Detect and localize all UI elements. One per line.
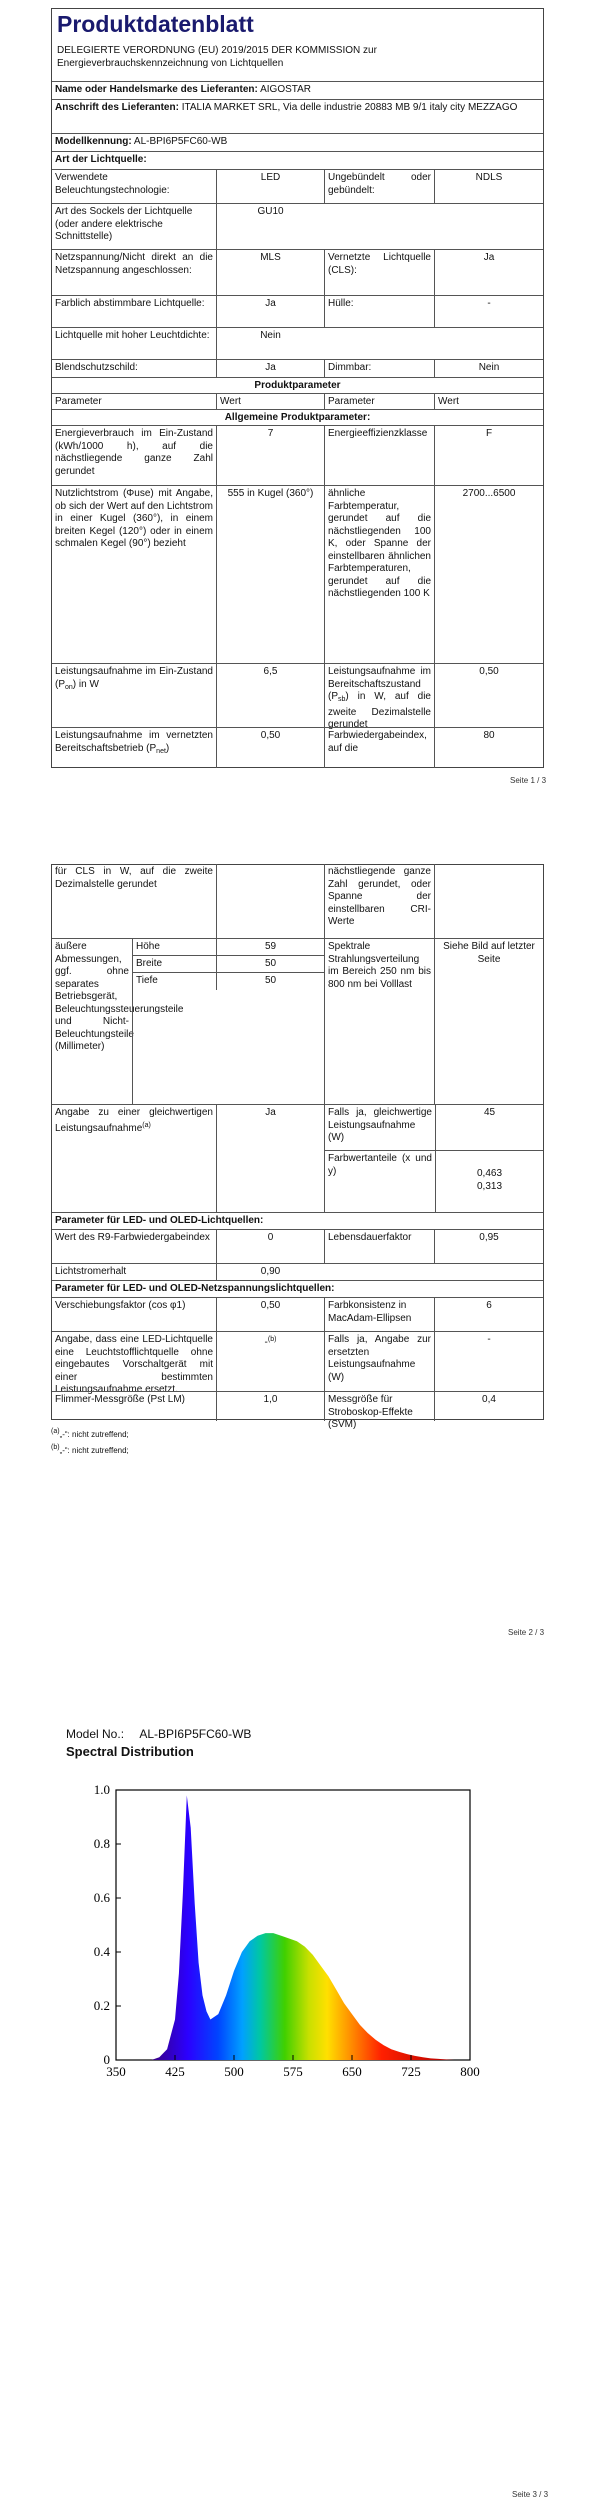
r9-row: Wert des R9-Farbwiedergabeindex 0 Lebensdauerfaktor 0,95	[52, 1229, 543, 1263]
datasheet-table-page2	[51, 864, 544, 1430]
page-number: Seite 1 / 3	[510, 776, 547, 785]
param-row: Leistungsaufnahme im Ein-Zustand $(P_{on})$ in W 6,5 Leistungsaufnahme im Bereitschaftszustand $(P_{sb})$ in W, auf die zweite Dezimalstelle gerundet 0,50	[52, 663, 543, 727]
param-row: Nutzlichtstrom (Φuse) mit Angabe, ob sich der Wert auf den Lichtstrom in einer Kugel (360°), in einem breiten Kegel (120°) oder in einem schmalen Kegel (90°) bezieht 555 in Kugel (360°) ähnliche Farbtemperatur, gerundet auf die nächstliegenden 100 K, oder Spanne der einstellbaren ähnlichen Farbtemperaturen, gerundet auf die nächstliegenden 100 K 2700...6500	[52, 485, 543, 663]
address-label: Anschrift des Lieferanten:	[55, 102, 179, 113]
spec-row: Art des Sockels der Lichtquelle (oder andere elektrische Schnittstelle) GU10	[52, 203, 543, 249]
chart-title: Spectral Distribution	[66, 1744, 194, 1759]
y-tick-label: 0.6	[93, 1890, 110, 1905]
dim-height: Höhe	[133, 939, 217, 956]
replacement-row: Angabe, dass eine LED-Lichtquelle eine Leuchtstofflichtquelle ohne eingebautes Vorschaltgerät mit einer bestimmten Leistungsaufnahme ersetzt. -$^{(b)}$ Falls ja, Angabe zur ersetzten Leistungsaufnahme (W) -	[52, 1331, 543, 1391]
lumen-maintenance-row: Lichtstromerhalt 0,90	[52, 1263, 543, 1280]
y-tick-label: 0.2	[93, 1998, 110, 2013]
model-row	[52, 133, 543, 151]
x-tick-label: 500	[224, 2064, 244, 2079]
x-tick-label: 725	[401, 2064, 421, 2079]
model-line: Model No.: AL-BPI6P5FC60-WB	[66, 1727, 252, 1741]
dimensions-row: äußere Abmessungen, ggf. ohne separates Betriebsgerät, Beleuchtungssteuerungsteile und Nicht-Beleuchtungsteile (Millimeter) Höhe 59 Breite 50 Tiefe 50 Spektrale Strahlungsverteilung im Bereich 250 nm bis 800 nm bei Volllast Siehe Bild auf letzter Seite	[52, 938, 543, 1104]
document-title: Produktdatenblatt	[57, 11, 254, 37]
mains-params-header: Parameter für LED- und OLED-Netzspannungslichtquellen:	[52, 1280, 543, 1297]
y-tick-label: 0	[103, 2052, 110, 2067]
general-params-header: Allgemeine Produktparameter:	[52, 409, 543, 425]
y-tick-label: 0.8	[93, 1836, 110, 1851]
page-2	[0, 860, 591, 1660]
page-1	[0, 0, 591, 790]
product-params-header: Produktparameter	[52, 377, 543, 393]
led-params-header: Parameter für LED- und OLED-Lichtquellen:	[52, 1212, 543, 1229]
x-tick-label: 575	[283, 2064, 303, 2079]
model-label: Modellkennung:	[55, 136, 132, 147]
x-tick-label: 650	[342, 2064, 362, 2079]
dim-width: Breite	[133, 956, 217, 973]
spec-row: Lichtquelle mit hoher Leuchtdichte: Nein	[52, 327, 543, 359]
y-tick-label: 0.4	[93, 1944, 110, 1959]
plot-area	[94, 1782, 480, 2079]
chroma-x: 0,463	[476, 1168, 503, 1179]
page-number: Seite 2 / 3	[508, 1628, 545, 1637]
model-value: AL-BPI6P5FC60-WB	[133, 136, 228, 147]
spec-row: Blendschutzschild: Ja Dimmbar: Nein	[52, 359, 543, 377]
datasheet-table-page1	[51, 8, 544, 768]
light-source-type-header: Art der Lichtquelle:	[52, 151, 543, 169]
spec-row: Farblich abstimmbare Lichtquelle: Ja Hülle: -	[52, 295, 543, 327]
y-tick-label: 1.0	[93, 1782, 110, 1797]
spec-row: Netzspannung/Nicht direkt an die Netzspannung angeschlossen: MLS Vernetzte Lichtquelle (CLS): Ja	[52, 249, 543, 295]
regulation-text: DELEGIERTE VERORDNUNG (EU) 2019/2015 DER KOMMISSION zur Energieverbrauchskennzeichnung von Lichtquellen	[57, 45, 377, 69]
flicker-row: Flimmer-Messgröße (Pst LM) 1,0 Messgröße für Stroboskop-Effekte (SVM) 0,4	[52, 1391, 543, 1421]
x-tick-label: 800	[460, 2064, 480, 2079]
address-value: ITALIA MARKET SRL, Via delle industrie 20883 MB 9/1 italy city MEZZAGO	[181, 102, 518, 113]
supplier-name-label: Name oder Handelsmarke des Lieferanten:	[55, 84, 258, 95]
spectrum-area	[151, 1795, 454, 2060]
spec-row: Verwendete Beleuchtungstechnologie: LED Ungebündelt oder gebündelt: NDLS	[52, 169, 543, 203]
page-3	[0, 1700, 591, 2510]
spectral-chart	[70, 1770, 490, 2100]
param-row-continued: für CLS in W, auf die zweite Dezimalstelle gerundet nächstliegende ganze Zahl gerundet, oder Spanne der einstellbaren CRI-Werte	[52, 864, 543, 938]
param-row: Energieverbrauch im Ein-Zustand (kWh/1000 h), auf die nächstliegende ganze Zahl gerundet 7 Energieeffizienzklasse F	[52, 425, 543, 485]
param-row: Leistungsaufnahme im vernetzten Bereitschaftsbetrieb $(P_{net})$ 0,50 Farbwiedergabeindex, auf die 80	[52, 727, 543, 768]
shift-factor-row: Verschiebungsfaktor (cos φ1) 0,50 Farbkonsistenz in MacAdam-Ellipsen 6	[52, 1297, 543, 1331]
x-tick-label: 350	[106, 2064, 126, 2079]
address-row	[52, 99, 543, 133]
page-number: Seite 3 / 3	[512, 2490, 549, 2499]
footnote-a: (a)„-“: nicht zutreffend;	[51, 1428, 129, 1439]
dim-depth: Tiefe	[133, 973, 217, 990]
x-tick-label: 425	[165, 2064, 185, 2079]
footnote-b: (b)„-“: nicht zutreffend;	[51, 1444, 129, 1455]
chroma-y: 0,313	[476, 1181, 503, 1192]
column-headers: Parameter Wert Parameter Wert	[52, 393, 543, 409]
supplier-name-value: AIGOSTAR	[260, 84, 312, 95]
equivalent-power-row: Angabe zu einer gleichwertigen Leistungsaufnahme$^{(a)}$ Ja Falls ja, gleichwertige Leistungsaufnahme (W) 45 Farbwertanteile (x und y) 0,463 0,313	[52, 1104, 543, 1212]
supplier-name-row	[52, 81, 543, 99]
